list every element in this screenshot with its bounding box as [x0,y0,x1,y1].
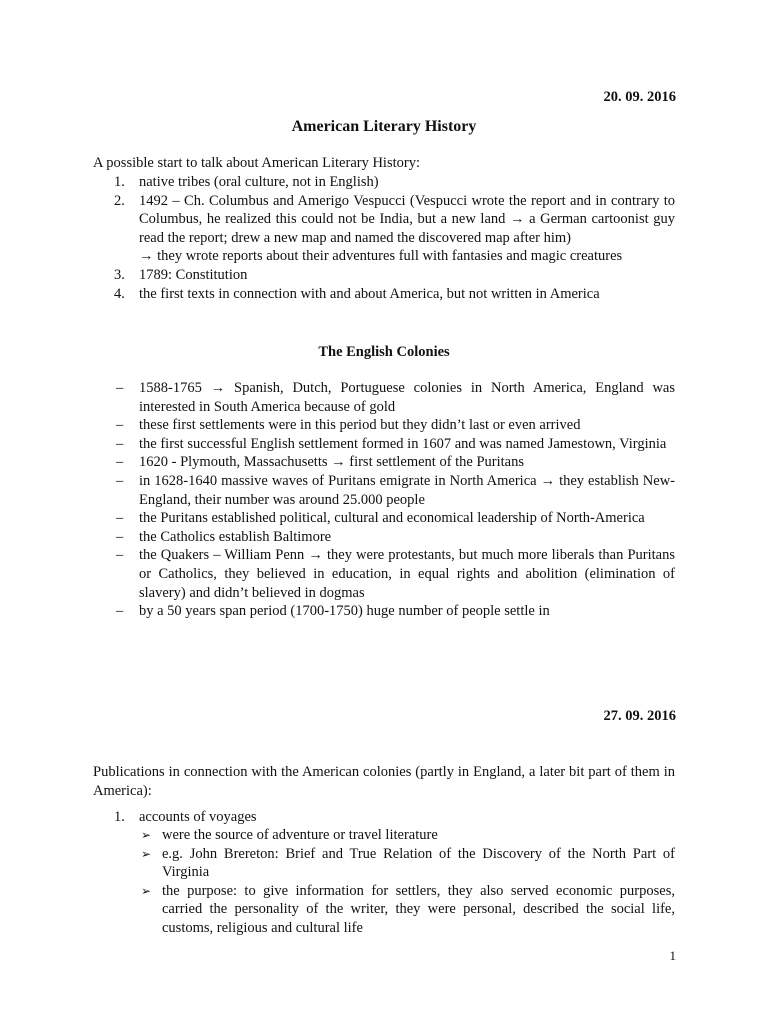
list-item-text: 1588-1765 → Spanish, Dutch, Portuguese colonies in North America, England was interested in South America because of gold [139,380,675,415]
dash-bullet: – [116,510,124,527]
list-item [0,435,675,454]
list-number: 2. [114,192,125,209]
list-number: 3. [114,266,125,283]
list-item-text: the first successful English settlement formed in 1607 and was named Jamestown, Virginia [139,435,667,452]
date-heading-2: 27. 09. 2016 [603,708,676,724]
list-item-text: the purpose: to give information for settlers, they also served economic purposes, carried the personality of the writer, they were personal, described the social life, customs, religious and cultural life [162,882,675,936]
list-item [0,453,675,472]
arrow-bullet-icon: ➢ [141,828,152,842]
list-item-text: the Catholics establish Baltimore [139,528,332,545]
list-item [0,882,675,938]
dash-bullet: – [116,472,124,489]
list-item-text: in 1628-1640 massive waves of Puritans emigrate in North America → they establish New-England, their number was around 25.000 people [139,472,675,508]
arrow-list [0,826,768,938]
intro-paragraph: A possible start to talk about American Literary History: [93,155,420,171]
date-heading-1: 20. 09. 2016 [603,89,676,105]
list-item-text: 1789: Constitution [139,266,248,283]
list-item [0,472,675,509]
list-item-text: the Quakers – William Penn → they were protestants, but much more liberals than Puritans or Catholics, they believed in education, in equal rights and abolition (elimination of slavery) and didn’t believed in dogmas [139,547,675,601]
list-item-text: the first texts in connection with and about America, but not written in America [139,285,600,302]
list-item [0,845,675,882]
numbered-list-2 [0,808,768,827]
page-number: 1 [669,948,676,963]
dash-bullet: – [116,417,124,434]
list-item-text: 1492 – Ch. Columbus and Amerigo Vespucci (Vespucci wrote the report and in contrary to Columbus, he realized this could not be India, but a new land → a German cartoonist guy read the report; drew a new map and named the discovered map after him) [139,192,675,246]
list-item-text: the Puritans established political, cultural and economical leadership of North-America [139,510,645,527]
list-item [0,266,675,285]
list-item [0,379,675,416]
list-item [0,416,675,435]
list-item-text: 1620 - Plymouth, Massachusetts → first settlement of the Puritans [139,454,525,471]
list-number: 1. [114,174,125,190]
section-title: The English Colonies [318,344,450,360]
list-item-text: e.g. John Brereton: Brief and True Relation of the Discovery of the North Part of Virginia [162,845,675,881]
list-item [0,509,675,528]
list-item [0,285,675,304]
list-number: 4. [114,285,125,302]
dash-bullet: – [116,603,124,620]
dash-bullet: – [116,435,124,452]
list-item [0,808,675,827]
dash-bullet: – [116,454,124,471]
dash-list [0,379,768,621]
list-item-text: these first settlements were in this period but they didn’t last or even arrived [139,417,581,434]
arrow-bullet-icon: ➢ [141,883,152,898]
list-item-text: native tribes (oral culture, not in English) [139,174,379,190]
list-item [0,192,675,266]
list-number: 1. [114,809,125,825]
list-item [0,173,675,192]
list-item [0,528,675,547]
list-item-text: by a 50 years span period (1700-1750) huge number of people settle in [139,603,550,620]
list-item [0,602,675,621]
arrow-bullet-icon: ➢ [141,846,152,861]
publications-paragraph: Publications in connection with the American colonies (partly in England, a later bit part of them in America): [93,764,675,799]
list-item-text: were the source of adventure or travel literature [162,827,438,843]
list-item [0,826,675,845]
dash-bullet: – [116,528,124,545]
dash-bullet: – [116,547,124,564]
list-item-text: accounts of voyages [139,809,257,825]
list-item-continuation: → they wrote reports about their adventures full with fantasies and magic creatures [139,248,623,265]
document-title: American Literary History [291,118,477,135]
list-item [0,546,675,602]
numbered-list-1 [0,173,768,303]
dash-bullet: – [116,380,124,396]
